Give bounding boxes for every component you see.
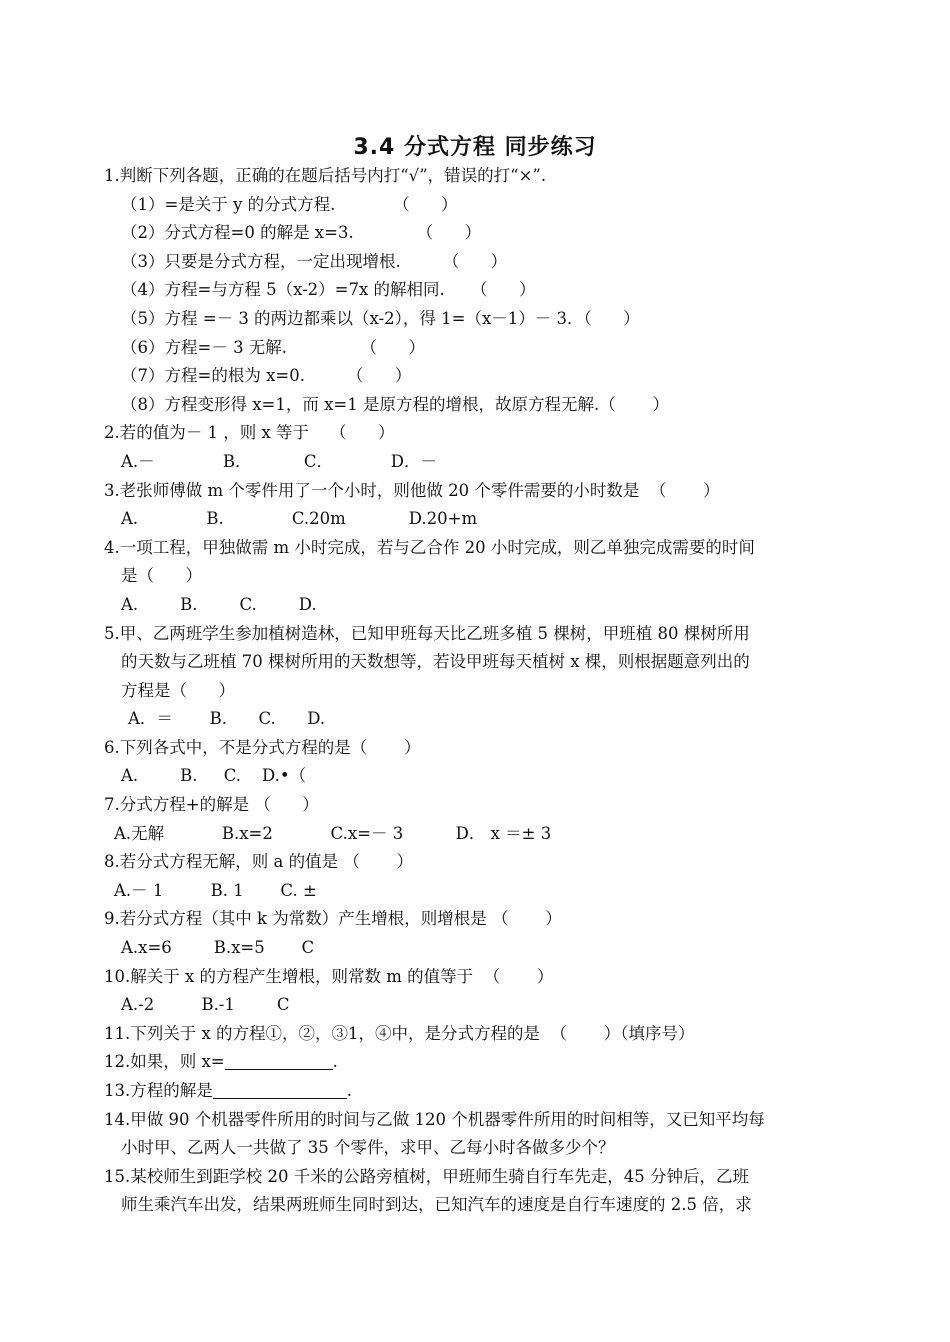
text-line xyxy=(104,934,852,963)
text-line xyxy=(104,477,852,506)
exercise-content xyxy=(104,162,852,1220)
line-text: （1）=是关于 y 的分式方程. （ ） xyxy=(121,194,458,214)
text-line xyxy=(104,963,852,992)
text-line xyxy=(104,1077,852,1106)
line-text: 小时甲、乙两人一共做了 35 个零件，求甲、乙每小时各做多少个？ xyxy=(121,1138,615,1158)
text-line xyxy=(104,362,852,391)
line-text: （4）方程=与方程 5（x-2）=7x 的解相同. （ ） xyxy=(121,280,536,300)
line-text: A. B. C.20m D.20+m xyxy=(121,509,478,529)
line-text: （6）方程=－ 3 无解. （ ） xyxy=(121,337,425,357)
line-text: A．＝ B. C. D. xyxy=(128,709,326,729)
line-text: A.x=6 B.x=5 C xyxy=(121,938,315,958)
text-line xyxy=(104,562,852,591)
text-line xyxy=(104,505,852,534)
answer-blank xyxy=(213,1078,347,1099)
text-line xyxy=(104,305,852,334)
text-line xyxy=(104,820,852,849)
text-line xyxy=(104,1191,852,1220)
line-text: A. B. C. D.•（ xyxy=(121,766,307,786)
line-text: 8.若分式方程无解，则 a 的值是 （ ） xyxy=(104,852,414,872)
text-line xyxy=(104,677,852,706)
line-text: A.－ B． C． D．－ xyxy=(121,451,437,471)
text-line xyxy=(104,991,852,1020)
line-text: （7）方程=的根为 x=0. （ ） xyxy=(121,366,412,386)
line-text: 方程是（ ） xyxy=(121,680,235,700)
text-line xyxy=(104,162,852,191)
line-text-after: . xyxy=(332,1052,338,1072)
text-line xyxy=(104,648,852,677)
text-line xyxy=(104,591,852,620)
line-text: 3.老张师傅做 m 个零件用了一个小时，则他做 20 个零件需要的小时数是 （ ） xyxy=(104,480,720,500)
line-text: A. B. C. D. xyxy=(121,594,317,614)
line-text: （8）方程变形得 x=1，而 x=1 是原方程的增根，故原方程无解.（ ） xyxy=(121,394,669,414)
line-text: 11.下列关于 x 的方程①，②，③1，④中，是分式方程的是 （ ）（填序号） xyxy=(104,1023,695,1043)
line-text: 的天数与乙班植 70 棵树所用的天数想等，若设甲班每天植树 x 棵，则根据题意列出的 xyxy=(121,652,750,672)
line-text: 2.若的值为－ 1 ，则 x 等于 （ ） xyxy=(104,423,395,443)
text-line xyxy=(104,391,852,420)
text-line xyxy=(104,1163,852,1192)
text-line xyxy=(104,905,852,934)
answer-blank xyxy=(225,1049,333,1070)
line-text: 15.某校师生到距学校 20 千米的公路旁植树，甲班师生骑自行车先走，45 分钟后，乙班 xyxy=(104,1166,749,1186)
text-line xyxy=(104,762,852,791)
text-line xyxy=(104,534,852,563)
line-text: 是（ ） xyxy=(121,566,202,586)
line-text: （5）方程 =－ 3 的两边都乘以（x-2），得 1=（x－1）－ 3．（ ） xyxy=(121,308,640,328)
text-line xyxy=(104,419,852,448)
line-text: 6.下列各式中，不是分式方程的是（ ） xyxy=(104,737,421,757)
line-text-after: . xyxy=(346,1081,352,1100)
line-text: 9.若分式方程（其中 k 为常数）产生增根，则增根是 （ ） xyxy=(104,909,562,929)
line-text: 12.如果，则 x= xyxy=(104,1052,225,1072)
text-line xyxy=(104,276,852,305)
line-text: A.－ 1 B. 1 C. ± xyxy=(114,880,317,900)
line-text: （3）只要是分式方程，一定出现增根. （ ） xyxy=(121,251,508,271)
line-text: 14.甲做 90 个机器零件所用的时间与乙做 120 个机器零件所用的时间相等，又已知平均每 xyxy=(104,1109,765,1129)
line-text: 13.方程的解是 xyxy=(104,1081,213,1100)
line-text: A.-2 B.-1 C xyxy=(121,995,290,1015)
text-line xyxy=(104,791,852,820)
text-line xyxy=(104,219,852,248)
text-line xyxy=(104,877,852,906)
line-text: 5.甲、乙两班学生参加植树造林，已知甲班每天比乙班多植 5 棵树，甲班植 80 棵树所用 xyxy=(104,623,750,643)
text-line xyxy=(104,191,852,220)
text-line xyxy=(104,848,852,877)
text-line xyxy=(104,1134,852,1163)
line-text: 1.判断下列各题，正确的在题后括号内打“√”，错误的打“×”. xyxy=(104,166,547,185)
line-text: 师生乘汽车出发，结果两班师生同时到达，已知汽车的速度是自行车速度的 2.5 倍，求 xyxy=(121,1195,752,1215)
text-line xyxy=(104,705,852,734)
line-text: 7.分式方程+的解是 （ ） xyxy=(104,795,319,815)
text-line xyxy=(104,448,852,477)
text-line xyxy=(104,734,852,763)
text-line xyxy=(104,1020,852,1049)
text-line xyxy=(104,1106,852,1135)
line-text: A.无解 B.x=2 C.x=－ 3 D． x ＝± 3 xyxy=(114,823,552,843)
text-line xyxy=(104,620,852,649)
text-line xyxy=(104,1048,852,1077)
text-line xyxy=(104,334,852,363)
page-title: 3.4 分式方程 同步练习 xyxy=(353,135,597,160)
line-text: 4.一项工程，甲独做需 m 小时完成，若与乙合作 20 小时完成，则乙单独完成需要的时间 xyxy=(104,537,755,557)
line-text: （2）分式方程=0 的解是 x=3. （ ） xyxy=(121,223,482,243)
line-text: 10.解关于 x 的方程产生增根，则常数 m 的值等于 （ ） xyxy=(104,966,554,986)
text-line xyxy=(104,248,852,277)
